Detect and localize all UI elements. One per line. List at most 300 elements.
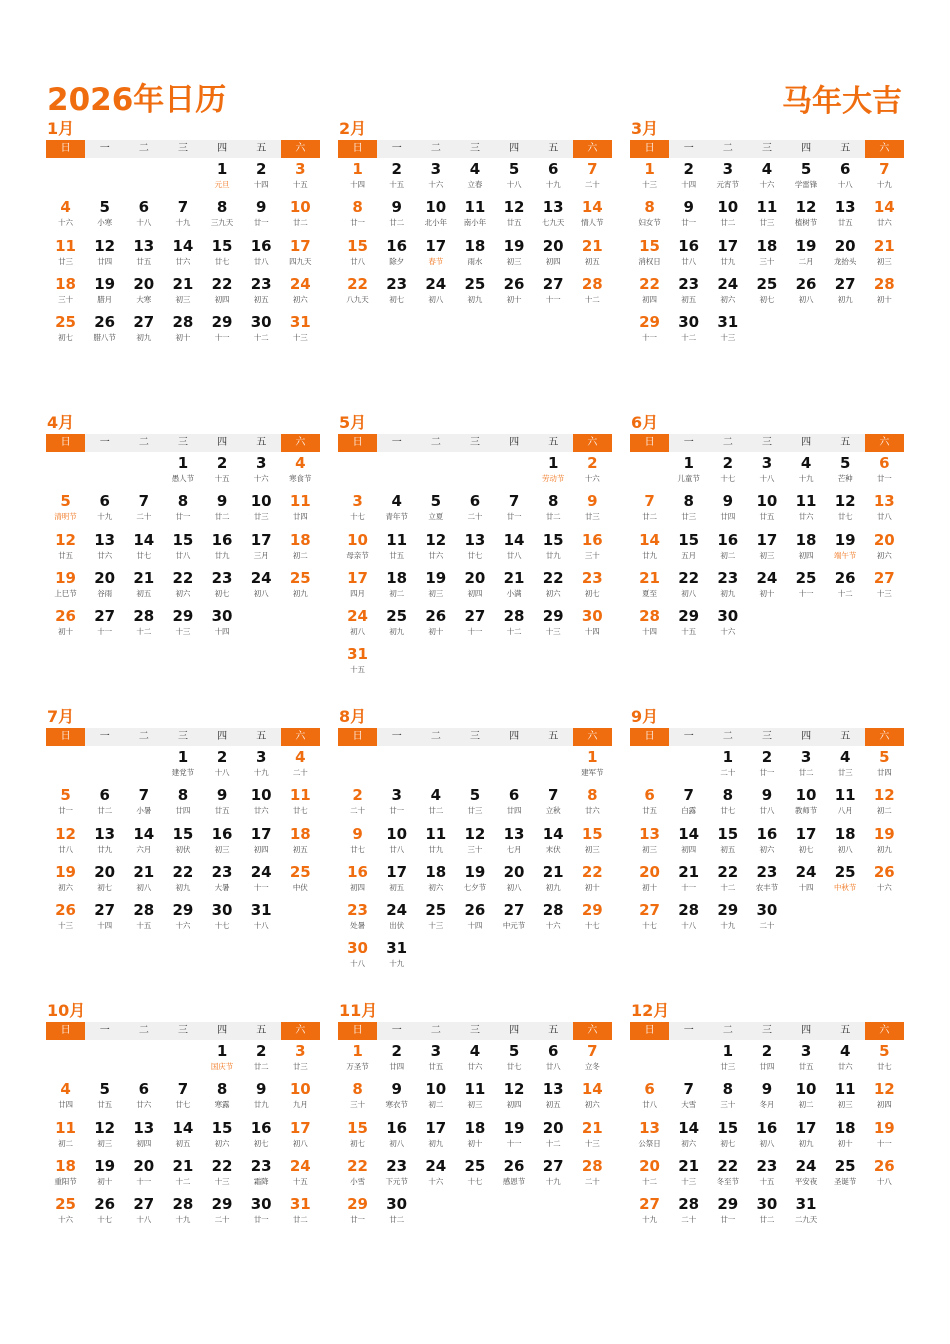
day-cell [242, 1193, 281, 1231]
day-cell [124, 899, 163, 937]
day-number: 19 [94, 274, 116, 293]
lunar-label: 夏至 [642, 588, 658, 598]
day-cell [124, 784, 163, 822]
day-number: 22 [717, 1156, 739, 1175]
day-number: 9 [255, 198, 267, 217]
day-number: 1 [644, 160, 655, 178]
weekday-label: 四 [801, 143, 812, 154]
empty-cell [85, 1040, 124, 1078]
lunar-label: 廿六 [175, 256, 191, 266]
lunar-label: 廿二 [428, 806, 444, 816]
day-grid [46, 746, 320, 937]
day-cell [669, 452, 708, 490]
weekday-label: 日 [46, 1022, 85, 1040]
day-number: 27 [542, 1156, 564, 1175]
lunar-label: 廿五 [759, 512, 775, 522]
day-cell [124, 1078, 163, 1116]
day-number: 17 [250, 530, 272, 549]
day-cell [124, 1193, 163, 1231]
lunar-label: 十一 [545, 294, 561, 304]
day-cell [281, 823, 320, 861]
page-title: 2026年日历 [47, 82, 227, 118]
day-number: 5 [469, 786, 481, 805]
day-cell [747, 1117, 786, 1155]
day-cell [455, 823, 494, 861]
lunar-label: 十四 [350, 180, 366, 189]
empty-cell [630, 746, 669, 784]
day-number: 20 [873, 530, 895, 549]
day-cell [377, 273, 416, 311]
day-cell [455, 490, 494, 528]
day-cell [163, 899, 202, 937]
lunar-label: 三月 [253, 550, 269, 560]
day-number: 9 [587, 492, 598, 511]
lunar-label: 廿二 [642, 512, 658, 522]
day-number: 3 [761, 454, 773, 472]
day-number: 8 [587, 786, 598, 805]
lunar-label: 龙抬头 [833, 256, 857, 266]
day-number: 26 [503, 274, 525, 293]
day-cell [630, 273, 669, 311]
lunar-label: 十五 [350, 665, 366, 675]
day-cell [455, 529, 494, 567]
lunar-label: 四月 [350, 588, 366, 598]
day-cell [377, 529, 416, 567]
day-number: 14 [172, 236, 194, 255]
weekday-label: 六 [573, 1022, 612, 1040]
lunar-label: 十一 [214, 333, 230, 343]
weekday-label: 四 [509, 437, 520, 448]
day-number: 5 [99, 198, 110, 217]
day-cell [281, 784, 320, 822]
day-number: 8 [644, 198, 655, 217]
day-number: 16 [386, 236, 408, 255]
day-cell [124, 529, 163, 567]
day-number: 22 [347, 1156, 368, 1175]
month-block [338, 1000, 612, 1231]
lunar-label: 寒露 [214, 1100, 230, 1110]
day-number: 19 [503, 236, 525, 255]
day-cell [455, 1078, 494, 1116]
day-cell [455, 235, 494, 273]
weekday-label: 日 [46, 728, 85, 746]
lunar-label: 初四 [214, 294, 230, 304]
lunar-label: 平安夜 [794, 1176, 818, 1186]
lunar-label: 廿三 [681, 512, 697, 522]
month-title: 6月 [631, 413, 659, 432]
lunar-label: 十九 [389, 959, 405, 969]
lunar-label: 十七 [642, 921, 658, 931]
day-cell [85, 1193, 124, 1231]
day-cell [203, 784, 242, 822]
day-cell [534, 1117, 573, 1155]
day-cell [203, 1078, 242, 1116]
day-cell [338, 1155, 377, 1193]
day-number: 26 [503, 1156, 525, 1175]
day-number: 18 [464, 1118, 486, 1137]
day-number: 25 [795, 568, 817, 587]
day-cell [416, 196, 455, 234]
lunar-label: 廿九 [428, 844, 444, 854]
day-cell [865, 746, 904, 784]
day-number: 19 [55, 568, 76, 587]
lunar-label: 立冬 [584, 1062, 600, 1071]
lunar-label: 十四 [467, 921, 483, 931]
day-number: 9 [391, 1080, 402, 1099]
lunar-label: 六月 [136, 844, 152, 854]
month-block [630, 1000, 904, 1231]
day-number: 10 [289, 1080, 311, 1099]
day-number: 3 [352, 492, 363, 511]
lunar-label: 廿三 [584, 512, 600, 522]
lunar-label: 十六 [58, 218, 74, 228]
day-number: 18 [756, 236, 778, 255]
empty-cell [338, 452, 377, 490]
day-cell [338, 1078, 377, 1116]
day-cell [377, 899, 416, 937]
day-number: 8 [177, 786, 189, 805]
day-cell [826, 861, 865, 899]
day-number: 24 [717, 274, 739, 293]
day-cell [338, 899, 377, 937]
month-block [338, 412, 612, 682]
empty-cell [85, 452, 124, 490]
lunar-label: 二十 [350, 806, 366, 816]
lunar-label: 十三 [175, 627, 191, 637]
day-cell [747, 196, 786, 234]
lunar-label: 廿六 [97, 550, 113, 560]
day-cell [708, 746, 747, 784]
weekday-header [630, 140, 904, 158]
weekday-label: 六 [865, 434, 904, 452]
day-number: 25 [289, 568, 311, 587]
day-cell [708, 899, 747, 937]
lunar-label: 初五 [253, 294, 269, 304]
lunar-label: 廿一 [681, 218, 697, 228]
day-number: 3 [255, 748, 267, 766]
day-cell [495, 273, 534, 311]
lunar-label: 初五 [136, 588, 152, 598]
day-cell [338, 937, 377, 975]
day-cell [416, 273, 455, 311]
day-cell [630, 899, 669, 937]
lunar-label: 廿六 [428, 550, 444, 560]
month-title: 2月 [339, 119, 367, 138]
month-block [630, 412, 904, 643]
weekday-label: 五 [840, 731, 851, 742]
day-number: 14 [542, 824, 564, 843]
day-cell [495, 899, 534, 937]
day-cell [787, 196, 826, 234]
day-cell [826, 746, 865, 784]
day-cell [455, 899, 494, 937]
lunar-label: 廿六 [584, 806, 600, 816]
month-title: 1月 [47, 119, 75, 138]
lunar-label: 初四 [545, 256, 561, 266]
day-cell [416, 1078, 455, 1116]
day-number: 24 [795, 862, 817, 881]
day-cell [124, 823, 163, 861]
lunar-label: 廿二 [798, 768, 814, 777]
weekday-label: 二 [722, 437, 733, 448]
weekday-label: 一 [99, 1025, 110, 1036]
lunar-label: 廿四 [97, 256, 113, 266]
day-number: 31 [250, 901, 272, 920]
lunar-label: 冬至节 [716, 1176, 740, 1186]
day-cell [124, 235, 163, 273]
day-grid [46, 1040, 320, 1231]
day-number: 22 [581, 862, 603, 881]
lunar-label: 白露 [681, 806, 697, 816]
day-cell [787, 235, 826, 273]
day-cell [534, 1078, 573, 1116]
lunar-label: 十八 [253, 921, 269, 931]
weekday-label: 日 [630, 140, 669, 158]
lunar-label: 初八 [798, 294, 814, 304]
lunar-label: 十七 [467, 1176, 483, 1186]
month-block [46, 118, 320, 349]
day-cell [669, 529, 708, 567]
day-number: 7 [683, 786, 694, 805]
day-cell [203, 452, 242, 490]
month-title: 8月 [339, 707, 367, 726]
day-cell [495, 196, 534, 234]
day-number: 3 [430, 160, 442, 178]
day-number: 3 [255, 454, 267, 472]
day-cell [865, 490, 904, 528]
lunar-label: 腊八节 [93, 333, 116, 343]
lunar-label: 十三 [681, 1176, 697, 1186]
lunar-label: 十四 [642, 627, 658, 637]
lunar-label: 八月 [837, 806, 853, 816]
month-title: 11月 [339, 1001, 378, 1020]
lunar-label: 廿七 [720, 806, 736, 816]
weekday-label: 五 [256, 1025, 267, 1036]
lunar-label: 上巳节 [54, 588, 77, 598]
day-cell [338, 1117, 377, 1155]
day-number: 15 [347, 236, 368, 255]
lunar-label: 十九 [545, 1176, 561, 1186]
day-cell [242, 823, 281, 861]
weekday-label: 五 [256, 437, 267, 448]
day-cell [787, 490, 826, 528]
lunar-label: 初八 [389, 1138, 405, 1148]
day-cell [787, 1117, 826, 1155]
day-number: 8 [683, 492, 694, 511]
lunar-label: 初七 [389, 294, 405, 304]
day-cell [747, 746, 786, 784]
day-cell [865, 784, 904, 822]
day-number: 17 [386, 862, 408, 881]
day-number: 16 [211, 824, 233, 843]
day-cell [203, 311, 242, 349]
lunar-label: 初伏 [175, 844, 191, 854]
day-number: 13 [94, 824, 116, 843]
day-number: 10 [386, 824, 408, 843]
day-number: 15 [211, 236, 233, 255]
day-number: 5 [800, 160, 812, 178]
day-cell [826, 529, 865, 567]
day-number: 4 [839, 1042, 851, 1060]
day-number: 28 [542, 901, 564, 920]
lunar-label: 初四 [798, 550, 814, 560]
day-cell [534, 567, 573, 605]
day-cell [534, 196, 573, 234]
lunar-label: 十一 [136, 1176, 152, 1186]
day-number: 25 [834, 1156, 856, 1175]
day-cell [124, 1117, 163, 1155]
day-cell [416, 784, 455, 822]
day-cell [242, 1117, 281, 1155]
day-number: 13 [133, 1118, 155, 1137]
lunar-label: 廿五 [642, 806, 658, 816]
day-number: 17 [756, 530, 778, 549]
day-cell [338, 490, 377, 528]
lunar-label: 廿六 [467, 1062, 483, 1071]
day-cell [669, 784, 708, 822]
month-block [46, 706, 320, 937]
lunar-label: 初九 [292, 588, 308, 598]
lunar-label: 十四 [681, 180, 697, 189]
day-cell [455, 784, 494, 822]
lunar-label: 廿一 [350, 1215, 366, 1225]
day-cell [281, 235, 320, 273]
day-number: 28 [503, 607, 525, 626]
day-number: 2 [761, 748, 773, 766]
day-number: 24 [250, 862, 272, 881]
day-cell [573, 899, 612, 937]
day-cell [534, 823, 573, 861]
lunar-label: 十五 [214, 474, 230, 483]
day-number: 12 [94, 1118, 116, 1137]
weekday-label: 三 [177, 731, 188, 742]
lunar-label: 国庆节 [210, 1062, 234, 1071]
day-number: 4 [800, 454, 812, 472]
lunar-label: 初二 [389, 588, 405, 598]
lunar-label: 廿六 [837, 1062, 853, 1071]
day-cell [669, 490, 708, 528]
day-cell [377, 567, 416, 605]
day-number: 13 [639, 1118, 660, 1137]
day-cell [495, 529, 534, 567]
day-number: 30 [678, 313, 700, 332]
lunar-label: 初四 [253, 844, 269, 854]
day-number: 19 [94, 1156, 116, 1175]
day-number: 1 [352, 160, 363, 178]
lunar-label: 十二 [175, 1176, 191, 1186]
day-number: 14 [581, 1080, 603, 1099]
day-number: 2 [255, 1042, 267, 1060]
day-cell [203, 235, 242, 273]
lunar-label: 初七 [720, 1138, 736, 1148]
lunar-label: 十五 [681, 627, 697, 637]
day-number: 13 [94, 530, 116, 549]
lunar-label: 初三 [428, 588, 444, 598]
day-cell [747, 861, 786, 899]
lunar-label: 十二 [136, 627, 152, 637]
day-number: 31 [347, 645, 368, 664]
day-number: 4 [761, 160, 773, 178]
lunar-label: 初九 [389, 627, 405, 637]
lunar-label: 十五 [136, 921, 152, 931]
day-cell [534, 529, 573, 567]
day-number: 2 [391, 1042, 402, 1060]
lunar-label: 大雪 [681, 1100, 697, 1110]
day-number: 9 [761, 1080, 773, 1099]
day-number: 12 [873, 786, 895, 805]
empty-cell [46, 452, 85, 490]
day-cell [416, 605, 455, 643]
day-cell [124, 605, 163, 643]
lunar-label: 廿二 [759, 1215, 775, 1225]
day-cell [573, 196, 612, 234]
day-cell [669, 1193, 708, 1231]
day-cell [865, 196, 904, 234]
lunar-label: 十五 [389, 180, 405, 189]
day-cell [281, 1078, 320, 1116]
day-number: 26 [873, 1156, 895, 1175]
day-cell [495, 567, 534, 605]
day-number: 12 [55, 530, 76, 549]
weekday-label: 五 [548, 437, 559, 448]
day-cell [163, 1155, 202, 1193]
lunar-label: 三十 [467, 844, 483, 854]
day-number: 9 [391, 198, 402, 217]
day-number: 16 [717, 530, 739, 549]
day-cell [669, 861, 708, 899]
day-cell [826, 1040, 865, 1078]
day-cell [203, 1193, 242, 1231]
lunar-label: 初三 [97, 1138, 113, 1148]
lunar-label: 廿三 [58, 256, 74, 266]
day-number: 30 [347, 939, 368, 958]
lunar-label: 廿八 [545, 1062, 561, 1071]
lunar-label: 廿七 [175, 1100, 191, 1110]
lunar-label: 十九 [720, 921, 736, 931]
day-number: 30 [756, 901, 778, 920]
day-cell [203, 1155, 242, 1193]
weekday-label: 四 [217, 437, 228, 448]
day-number: 28 [581, 274, 603, 293]
lunar-label: 小满 [506, 588, 522, 598]
weekday-label: 六 [865, 140, 904, 158]
day-number: 11 [386, 530, 408, 549]
day-cell [242, 1078, 281, 1116]
day-number: 23 [717, 568, 739, 587]
day-cell [826, 196, 865, 234]
day-number: 25 [834, 862, 856, 881]
day-number: 16 [678, 236, 700, 255]
day-number: 23 [678, 274, 700, 293]
lunar-label: 十七 [350, 512, 366, 522]
lunar-label: 廿一 [389, 806, 405, 816]
day-cell [377, 823, 416, 861]
lunar-label: 廿八 [681, 256, 697, 266]
day-number: 8 [177, 492, 189, 511]
day-cell [573, 529, 612, 567]
day-number: 29 [347, 1195, 368, 1214]
empty-cell [163, 158, 202, 196]
day-cell [46, 490, 85, 528]
day-cell [85, 1078, 124, 1116]
day-number: 8 [722, 786, 734, 805]
day-number: 15 [581, 824, 603, 843]
day-number: 27 [873, 568, 895, 587]
lunar-label: 初六 [58, 882, 74, 892]
day-number: 18 [834, 1118, 856, 1137]
weekday-header [46, 728, 320, 746]
day-cell [747, 899, 786, 937]
